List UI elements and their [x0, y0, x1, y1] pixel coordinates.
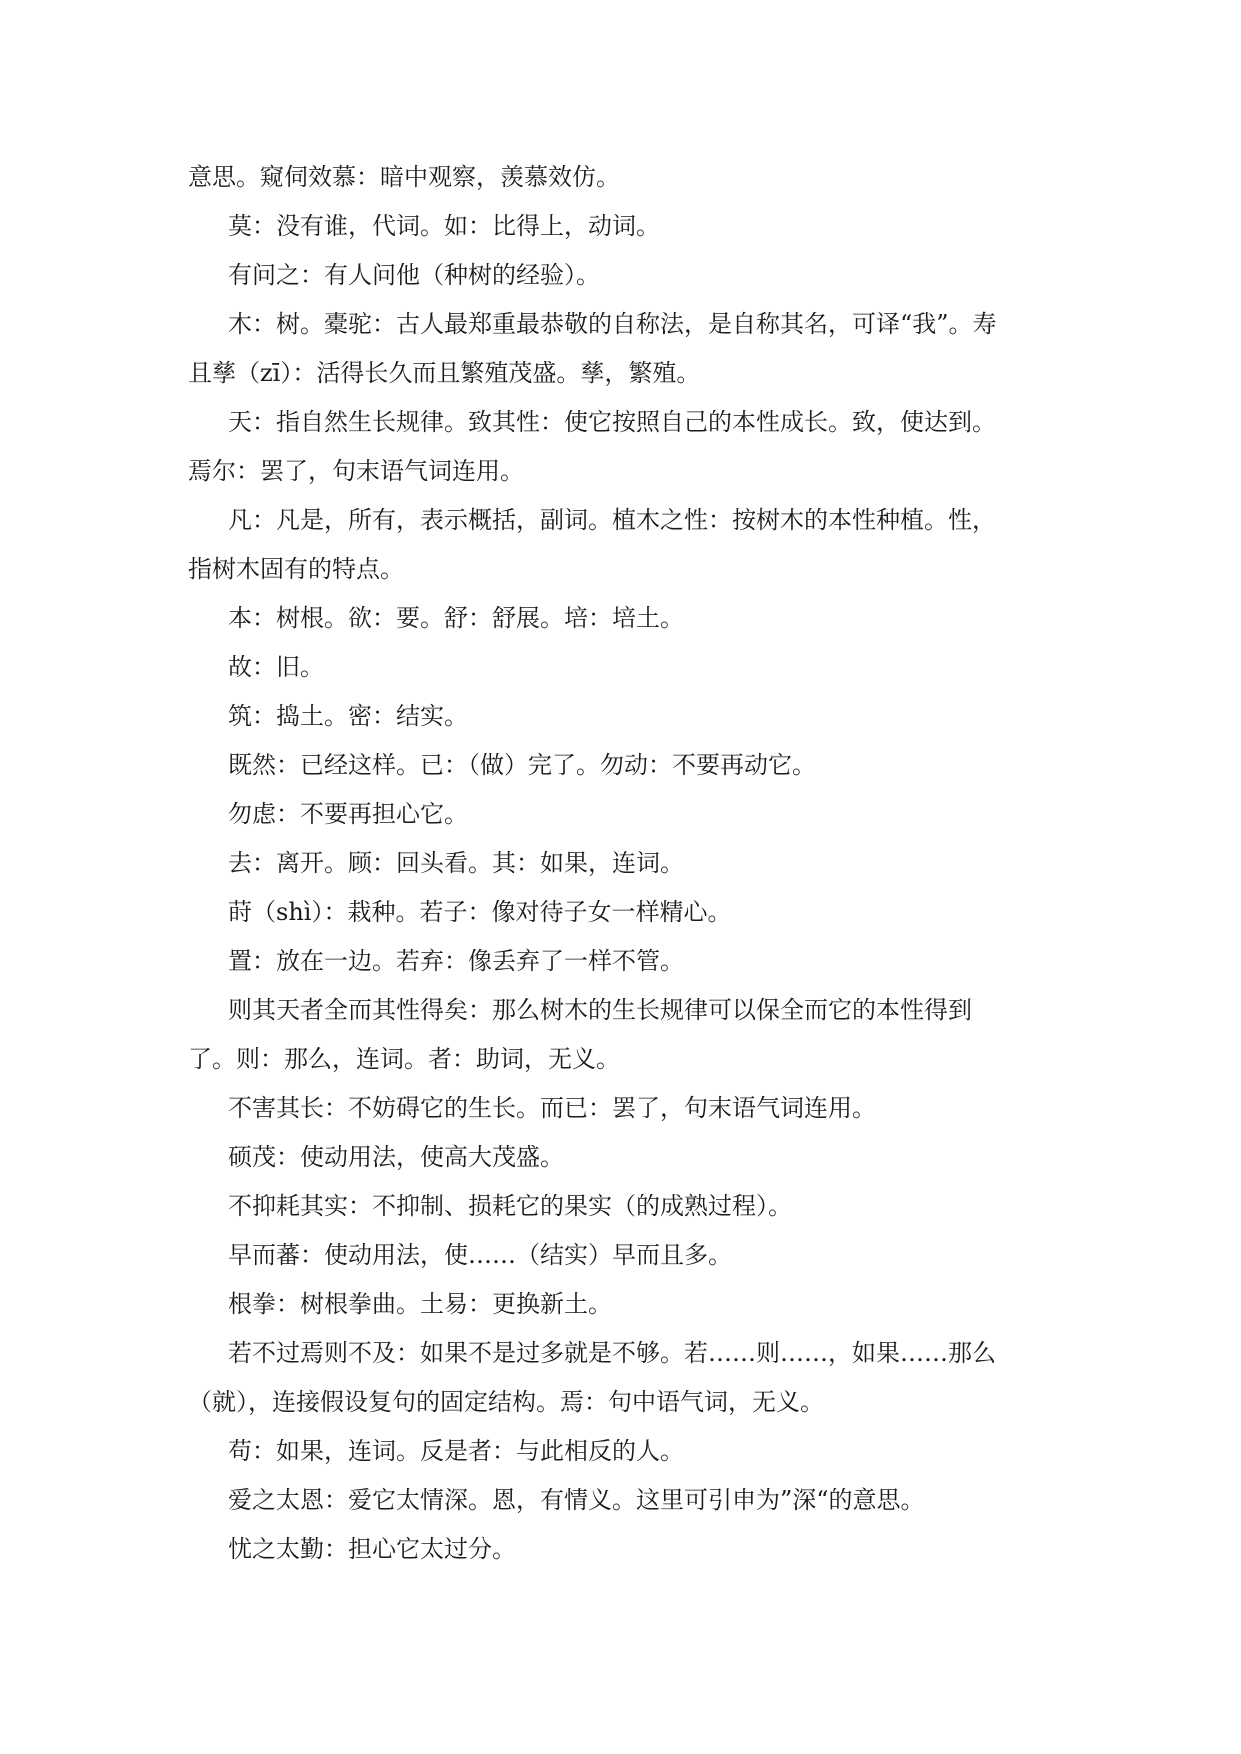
text-line: 故：旧。 [228, 653, 324, 681]
text-line: 若不过焉则不及：如果不是过多就是不够。若……则……，如果……那么 [228, 1339, 996, 1367]
text-line: 焉尔：罢了，句末语气词连用。 [188, 457, 524, 485]
text-line: 意思。窥伺效慕：暗中观察，羡慕效仿。 [188, 163, 620, 191]
text-line: 去：离开。顾：回头看。其：如果，连词。 [228, 849, 684, 877]
text-line: 硕茂：使动用法，使高大茂盛。 [228, 1143, 564, 1171]
text-line: 天：指自然生长规律。致其性：使它按照自己的本性成长。致，使达到。 [228, 408, 996, 436]
text-line: 不抑耗其实：不抑制、损耗它的果实（的成熟过程）。 [228, 1192, 792, 1220]
text-line: 且孳（zī）：活得长久而且繁殖茂盛。孳，繁殖。 [188, 359, 701, 387]
text-line: 筑：捣土。密：结实。 [228, 702, 468, 730]
text-line: 有问之：有人问他（种树的经验）。 [228, 261, 600, 289]
text-line: 勿虑：不要再担心它。 [228, 800, 468, 828]
text-line: 早而蕃：使动用法，使……（结实）早而且多。 [228, 1241, 732, 1269]
text-line: 苟：如果，连词。反是者：与此相反的人。 [228, 1437, 684, 1465]
document-body [188, 153, 1068, 1574]
text-line: 凡：凡是，所有，表示概括，副词。植木之性：按树木的本性种植。性， [228, 506, 996, 534]
text-line: 木：树。橐驼：古人最郑重最恭敬的自称法，是自称其名，可译“我”。寿 [228, 310, 997, 338]
text-line: 不害其长：不妨碍它的生长。而已：罢了，句末语气词连用。 [228, 1094, 876, 1122]
text-line: 置：放在一边。若弃：像丢弃了一样不管。 [228, 947, 684, 975]
text-line: 了。则：那么，连词。者：助词，无义。 [188, 1045, 620, 1073]
text-line: 本：树根。欲：要。舒：舒展。培：培土。 [228, 604, 684, 632]
text-line: 莫：没有谁，代词。如：比得上，动词。 [228, 212, 660, 240]
text-line: 爱之太恩：爱它太情深。恩，有情义。这里可引申为”深“的意思。 [228, 1486, 925, 1514]
text-line: 指树木固有的特点。 [188, 555, 404, 583]
text-line: 根拳：树根拳曲。土易：更换新土。 [228, 1290, 612, 1318]
text-line: （就），连接假设复句的固定结构。焉：句中语气词，无义。 [188, 1388, 824, 1416]
text-line: 莳（shì）：栽种。若子：像对待子女一样精心。 [228, 898, 732, 926]
text-line: 既然：已经这样。已：（做）完了。勿动：不要再动它。 [228, 751, 816, 779]
text-line: 忧之太勤：担心它太过分。 [228, 1535, 516, 1563]
text-line: 则其天者全而其性得矣：那么树木的生长规律可以保全而它的本性得到 [228, 996, 972, 1024]
